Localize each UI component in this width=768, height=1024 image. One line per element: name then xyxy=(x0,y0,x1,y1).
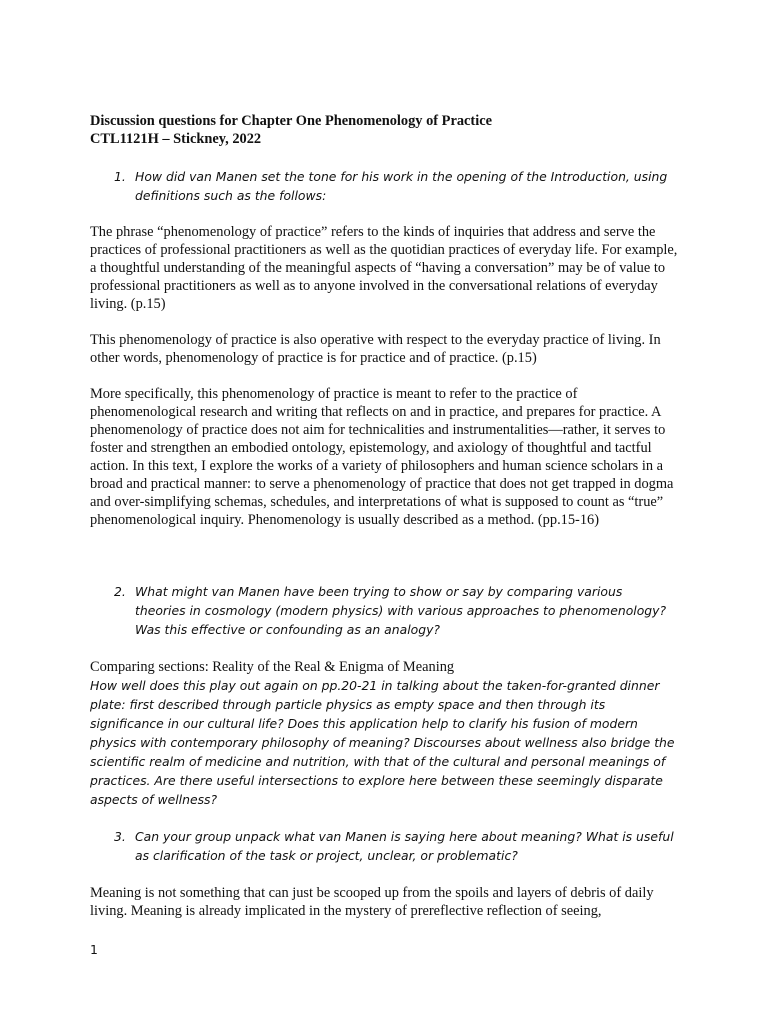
quote-paragraph-2: This phenomenology of practice is also operative with respect to the everyday practice of living. In other words, phenomenology of practice is for practice and of practice. (p.15) xyxy=(90,332,661,366)
quote-paragraph-3: More specifically, this phenomenology of practice is meant to refer to the practice of phenomenological research and writing that reflects on and in practice, and prepares for practice. A phenomenology of practice does not aim for technicalities and instrumentalities—rather, it serves to foster and strengthen an embodied ontology, epistemology, and axiology of thoughtful and tactful action. In this text, I explore the works of a variety of philosophers and human science scholars in a broad and practical manner: to serve a phenomenology of practice that does not get trapped in dogma and over-simplifying schemas, schedules, and interpretations of what is supposed to count as “true” phenomenological inquiry. Phenomenology is usually described as a method. (pp.15-16) xyxy=(90,386,674,528)
comparing-sections-text: How well does this play out again on pp.20-21 in talking about the taken-for-granted dinner plate: first described through particle physics as empty space and then through its significance in our cultural life? Does this application help to clarify his fusion of modern physics with contemporary philosophy of meaning? Discourses about wellness also bridge the scientific realm of medicine and nutrition, with that of the cultural and personal meanings of practices. Are there useful intersections to explore here between these seemingly disparate aspects of wellness? xyxy=(90,678,675,807)
document-title xyxy=(90,112,730,148)
question-1-text: How did van Manen set the tone for his work in the opening of the Introduction, using definitions such as the follows: xyxy=(135,169,668,203)
title-line-1: Discussion questions for Chapter One Phenomenology of Practice xyxy=(90,113,492,129)
question-2-number: 2. xyxy=(114,584,126,599)
question-1-number: 1. xyxy=(114,169,126,184)
question-3-number: 3. xyxy=(114,829,126,844)
page-number: 1 xyxy=(90,942,98,957)
question-3-text: Can your group unpack what van Manen is saying here about meaning? What is useful as clarification of the task or project, unclear, or problematic? xyxy=(135,829,674,863)
quote-paragraph-1: The phrase “phenomenology of practice” refers to the kinds of inquiries that address and serve the practices of professional practitioners as well as the quotidian practices of everyday life. For example, a thoughtful understanding of the meaningful aspects of “having a conversation” may be of value to professional practitioners as well as to anyone involved in the conversational relations of everyday living. (p.15) xyxy=(90,224,678,312)
title-line-2: CTL1121H – Stickney, 2022 xyxy=(90,131,262,147)
comparing-sections-heading: Comparing sections: Reality of the Real & Enigma of Meaning xyxy=(90,659,455,675)
quote-paragraph-4: Meaning is not something that can just be scooped up from the spoils and layers of debris of daily living. Meaning is already implicated in the mystery of prereflective reflection of seeing, xyxy=(90,885,654,919)
question-2-text: What might van Manen have been trying to show or say by comparing various theories in cosmology (modern physics) with various approaches to phenomenology? Was this effective or confounding as an analogy? xyxy=(135,584,667,637)
